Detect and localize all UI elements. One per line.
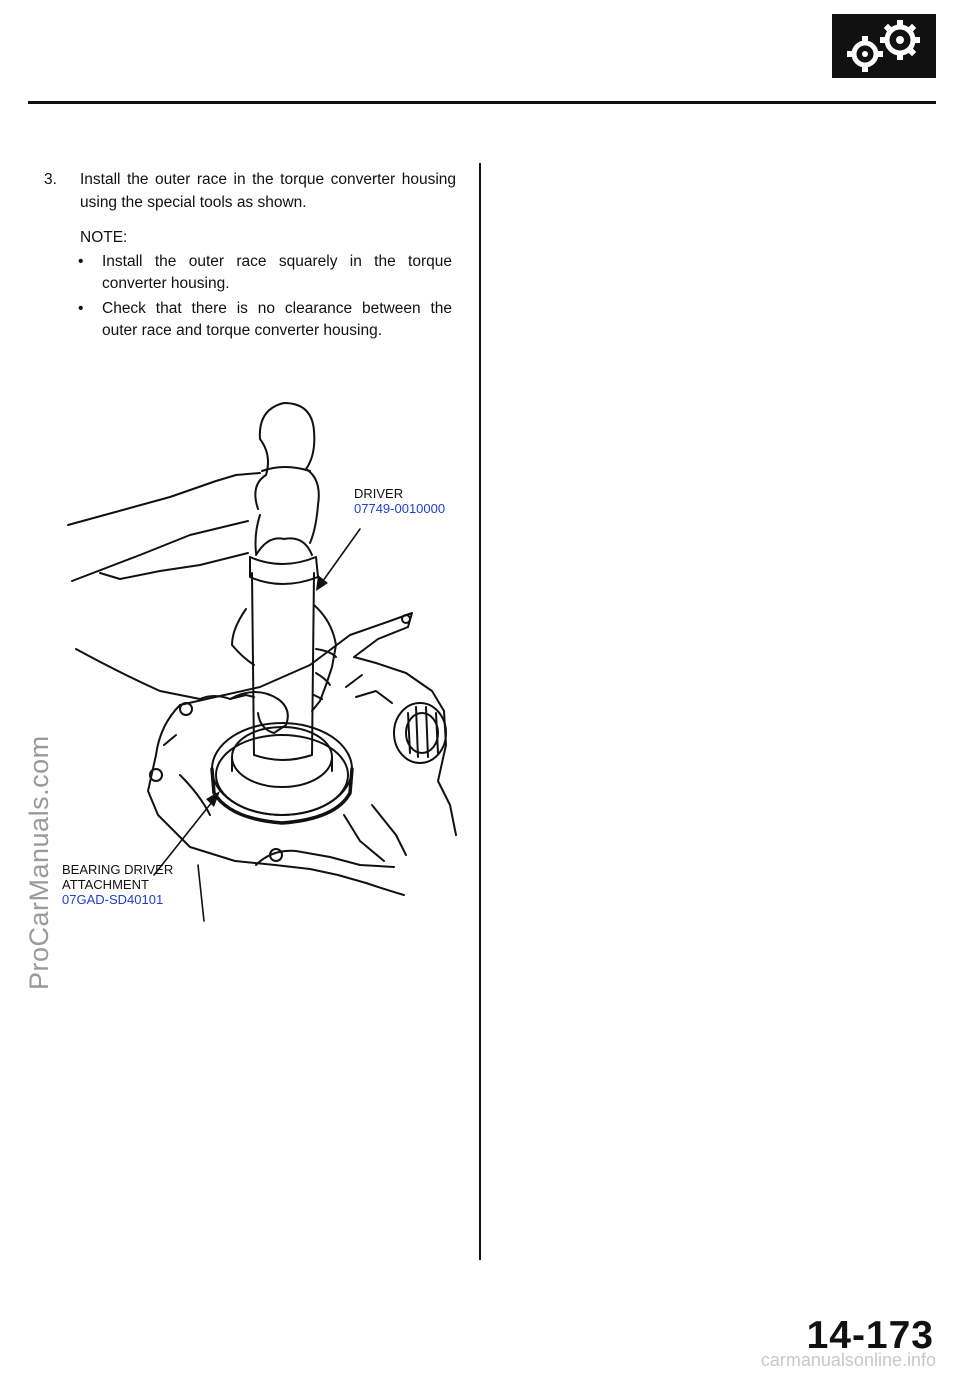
- note-label: NOTE:: [80, 229, 128, 246]
- step-number: 3.: [44, 171, 57, 188]
- step-text: Install the outer race in the torque converter housing using the special tools as shown.: [80, 171, 456, 211]
- note-list: [76, 251, 452, 345]
- attachment-name-line1: BEARING DRIVER: [62, 862, 174, 877]
- bullet-icon: •: [78, 253, 84, 270]
- attachment-callout: [62, 862, 173, 907]
- attachment-name-line2: ATTACHMENT: [62, 877, 149, 892]
- bullet-icon: •: [78, 300, 84, 317]
- driver-callout: [354, 486, 445, 516]
- page-number: 14-173: [806, 1314, 934, 1357]
- driver-name: DRIVER: [354, 486, 404, 501]
- installation-illustration: [60, 395, 460, 925]
- hand-grip: [76, 649, 254, 699]
- attachment-part-number: 07GAD-SD40101: [62, 892, 164, 907]
- step-3: [44, 168, 456, 214]
- driver-part-number: 07749-0010000: [354, 501, 446, 516]
- column-divider: [479, 163, 481, 1260]
- side-watermark: ProCarManuals.com: [24, 735, 54, 990]
- footer-watermark: carmanualsonline.info: [760, 1350, 936, 1370]
- gears-icon: [832, 14, 936, 78]
- note-item: • Install the outer race squarely in the torque converter housing.: [78, 253, 452, 292]
- header-rule: [28, 101, 936, 104]
- driver-leader: [320, 529, 360, 585]
- arm-upper: [68, 473, 260, 525]
- note-item: • Check that there is no clearance between the outer race and torque converter housing.: [78, 300, 452, 339]
